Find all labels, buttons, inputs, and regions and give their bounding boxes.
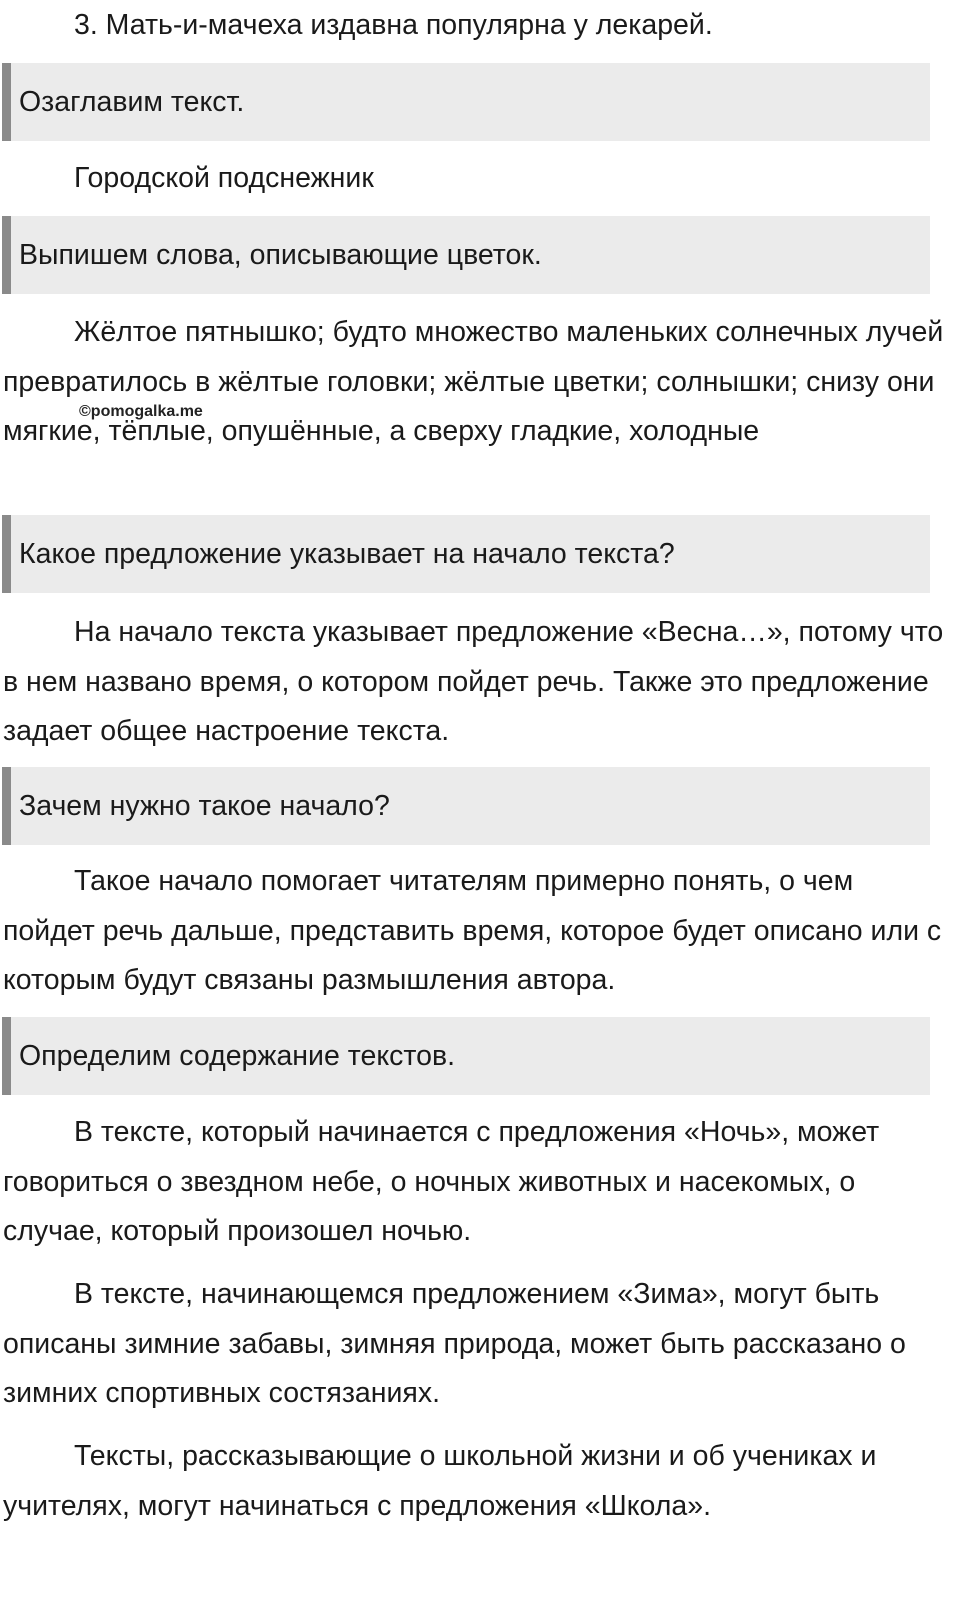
question-block-2 xyxy=(2,216,930,294)
question-text-5: Определим содержание текстов. xyxy=(19,1040,456,1072)
question-block-4 xyxy=(2,767,930,845)
watermark: ©pomogalka.me xyxy=(79,403,203,420)
answer-paragraph-6: В тексте, который начинается с предложения «Ночь», может говориться о звездном небе, о ночных животных и насекомых, о случае, который произошел ночью. xyxy=(3,1116,880,1247)
answer-paragraph-2: Городской подснежник xyxy=(74,162,374,194)
answer-paragraph-3: Жёлтое пятнышко; будто множество маленьких солнечных лучей превратилось в жёлтые головки; жёлтые цветки; солнышки; снизу они мягкие, тёплые, опушённые, а сверху гладкие, холодные xyxy=(3,316,944,447)
question-text-4: Зачем нужно такое начало? xyxy=(19,790,390,822)
answer-paragraph-7: В тексте, начинающемся предложением «Зима», могут быть описаны зимние забавы, зимняя природа, может быть рассказано о зимних спортивных состязаниях. xyxy=(3,1278,906,1409)
question-block-1 xyxy=(2,63,930,141)
answer-paragraph-4: На начало текста указывает предложение «Весна…», потому что в нем названо время, о котором пойдет речь. Также это предложение задает общее настроение текста. xyxy=(3,616,944,747)
answer-paragraph-1: 3. Мать-и-мачеха издавна популярна у лекарей. xyxy=(74,9,713,41)
question-text-1: Озаглавим текст. xyxy=(19,86,245,118)
answer-paragraph-5: Такое начало помогает читателям примерно понять, о чем пойдет речь дальше, представить время, которое будет описано или с которым будут связаны размышления автора. xyxy=(3,865,942,996)
question-block-5 xyxy=(2,1017,930,1095)
question-block-3 xyxy=(2,515,930,593)
question-text-2: Выпишем слова, описывающие цветок. xyxy=(19,239,542,271)
answer-paragraph-8: Тексты, рассказывающие о школьной жизни и об учениках и учителях, могут начинаться с предложения «Школа». xyxy=(3,1440,877,1522)
question-text-3: Какое предложение указывает на начало текста? xyxy=(19,538,675,570)
